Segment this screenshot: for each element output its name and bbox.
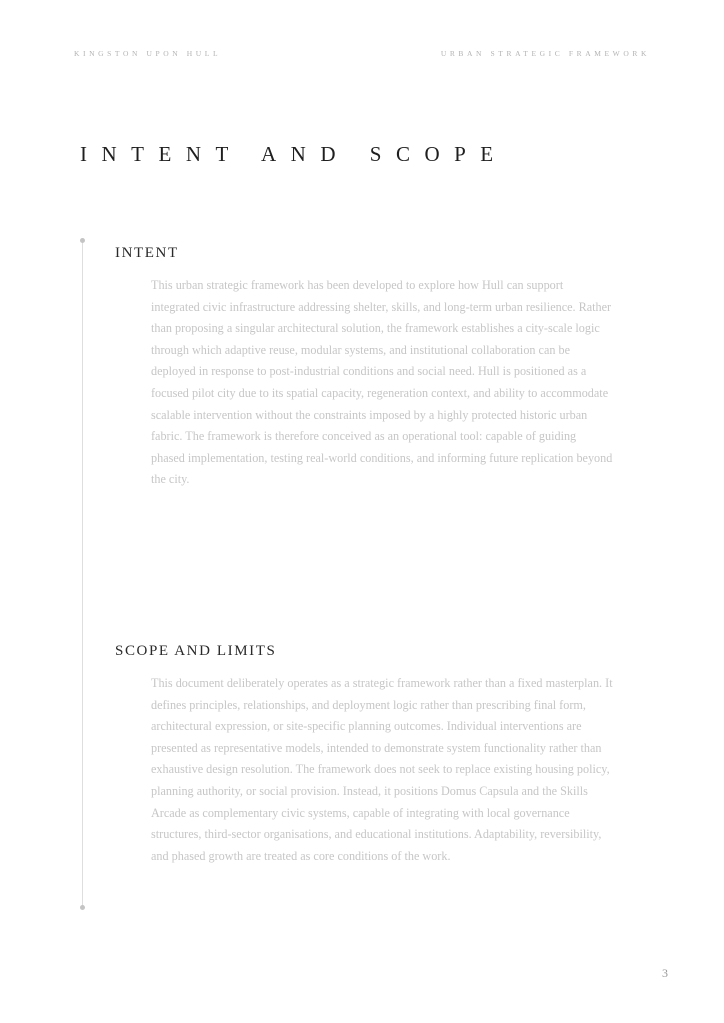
intent-body: This urban strategic framework has been developed to explore how Hull can support integrated civic infrastructure addressing shelter, skills, and long-term urban resilience. Rather than proposing a singular architectural solution, the framework establishes a city-scale logic through which adaptive reuse, modular systems, and institutional collaboration can be deployed in response to post-industrial conditions and social need. Hull is positioned as a focused pilot city due to its spatial capacity, regeneration context, and ability to accommodate scalable intervention without the constraints imposed by a highly protected historic urban fabric. The framework is therefore conceived as an operational tool: capable of guiding phased implementation, testing real-world conditions, and informing future replication beyond the city. (151, 278, 613, 487)
scope-body: This document deliberately operates as a strategic framework rather than a fixed masterplan. It defines principles, relationships, and deployment logic rather than prescribing final form, architectural expression, or site-specific planning outcomes. Individual interventions are presented as representative models, intended to demonstrate system functionality rather than exhaustive design resolution. The framework does not seek to replace existing housing policy, planning authority, or social provision. Instead, it positions Domus Capsula and the Skills Arcade as complementary civic systems, capable of integrating with local governance structures, third-sector organisations, and educational institutions. Adaptability, reversibility, and phased growth are treated as core conditions of the work. (151, 676, 613, 863)
header-location: KINGSTON UPON HULL (74, 49, 222, 58)
section-rail (82, 242, 83, 907)
intent-heading: INTENT (115, 245, 179, 261)
scope-heading: SCOPE AND LIMITS (115, 643, 277, 659)
rail-dot-top (80, 238, 85, 243)
page-title: INTENT AND SCOPE (80, 142, 508, 166)
rail-dot-bottom (80, 905, 85, 910)
page-number: 3 (662, 966, 668, 980)
header-document-title: URBAN STRATEGIC FRAMEWORK (440, 49, 650, 58)
